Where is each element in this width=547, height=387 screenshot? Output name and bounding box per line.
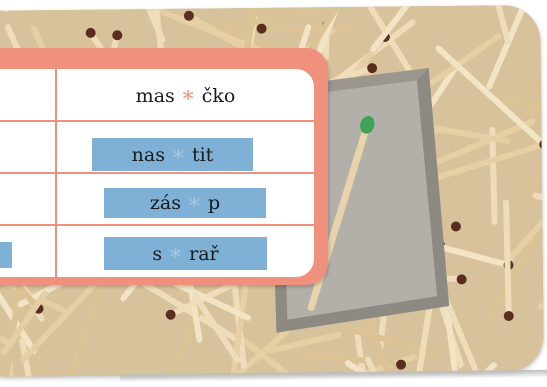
syllable-before: zás <box>149 192 181 214</box>
syllable-after: p <box>207 192 221 214</box>
syllable-before: mas <box>135 85 175 107</box>
table-row <box>104 237 267 270</box>
match-stick <box>506 203 509 316</box>
syllable-before: s <box>152 242 163 265</box>
asterisk-icon: ∗ <box>168 240 184 266</box>
row-divider <box>0 120 314 122</box>
syllable-after: čko <box>201 85 236 107</box>
row-divider <box>0 172 314 174</box>
syllable-before: nas <box>131 143 165 166</box>
syllable-after: tit <box>191 143 214 166</box>
syllable-after: rař <box>189 242 219 265</box>
match-stick <box>0 5 7 10</box>
table-row <box>104 188 266 218</box>
asterisk-icon: ∗ <box>180 83 196 108</box>
table-row <box>57 72 314 120</box>
left-cell-fill <box>0 242 12 268</box>
row-divider <box>0 224 314 226</box>
match-stick <box>541 5 544 27</box>
asterisk-icon: ∗ <box>186 190 202 215</box>
table-row <box>92 138 253 171</box>
asterisk-icon: ∗ <box>171 141 186 167</box>
match-stick <box>492 130 494 222</box>
